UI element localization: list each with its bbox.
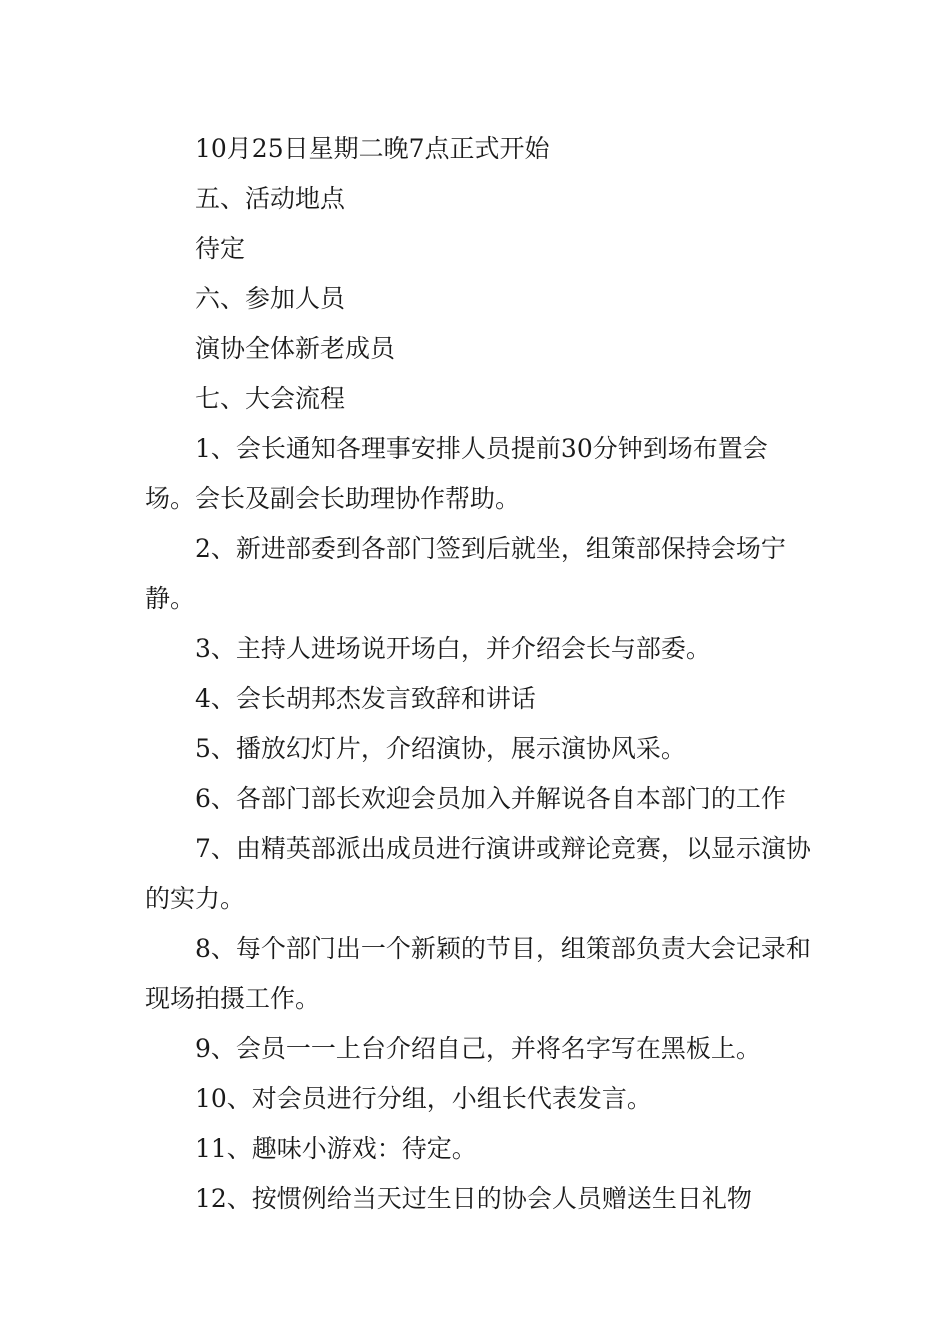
participants-text: 演协全体新老成员 — [195, 334, 396, 363]
agenda-item-12: 12、按惯例给当天过生日的协会人员赠送生日礼物 — [195, 1184, 752, 1213]
agenda-item-2: 2、新进部委到各部门签到后就坐，组策部保持会场宁静。 — [145, 534, 786, 613]
agenda-item-1: 1、会长通知各理事安排人员提前30分钟到场布置会场。会长及副会长助理协作帮助。 — [145, 434, 768, 513]
section-heading-agenda: 七、大会流程 — [195, 384, 346, 413]
section-heading-location: 五、活动地点 — [195, 184, 346, 213]
agenda-item-8: 8、每个部门出一个新颖的节目，组策部负责大会记录和现场拍摄工作。 — [145, 934, 811, 1013]
agenda-item-6: 6、各部门部长欢迎会员加入并解说各自本部门的工作 — [195, 784, 786, 813]
agenda-item-10: 10、对会员进行分组，小组长代表发言。 — [195, 1084, 652, 1113]
agenda-item-7: 7、由精英部派出成员进行演讲或辩论竞赛，以显示演协的实力。 — [145, 834, 811, 913]
agenda-item-11: 11、趣味小游戏：待定。 — [195, 1134, 477, 1163]
section-heading-participants: 六、参加人员 — [195, 284, 346, 313]
agenda-item-4: 4、会长胡邦杰发言致辞和讲话 — [195, 684, 536, 713]
agenda-item-9: 9、会员一一上台介绍自己，并将名字写在黑板上。 — [195, 1034, 761, 1063]
agenda-item-3: 3、主持人进场说开场白，并介绍会长与部委。 — [195, 634, 711, 663]
agenda-item-5: 5、播放幻灯片，介绍演协，展示演协风采。 — [195, 734, 686, 763]
document-body — [145, 124, 815, 1224]
start-time-line: 10月25日星期二晚7点正式开始 — [195, 134, 550, 163]
location-text: 待定 — [195, 234, 246, 263]
